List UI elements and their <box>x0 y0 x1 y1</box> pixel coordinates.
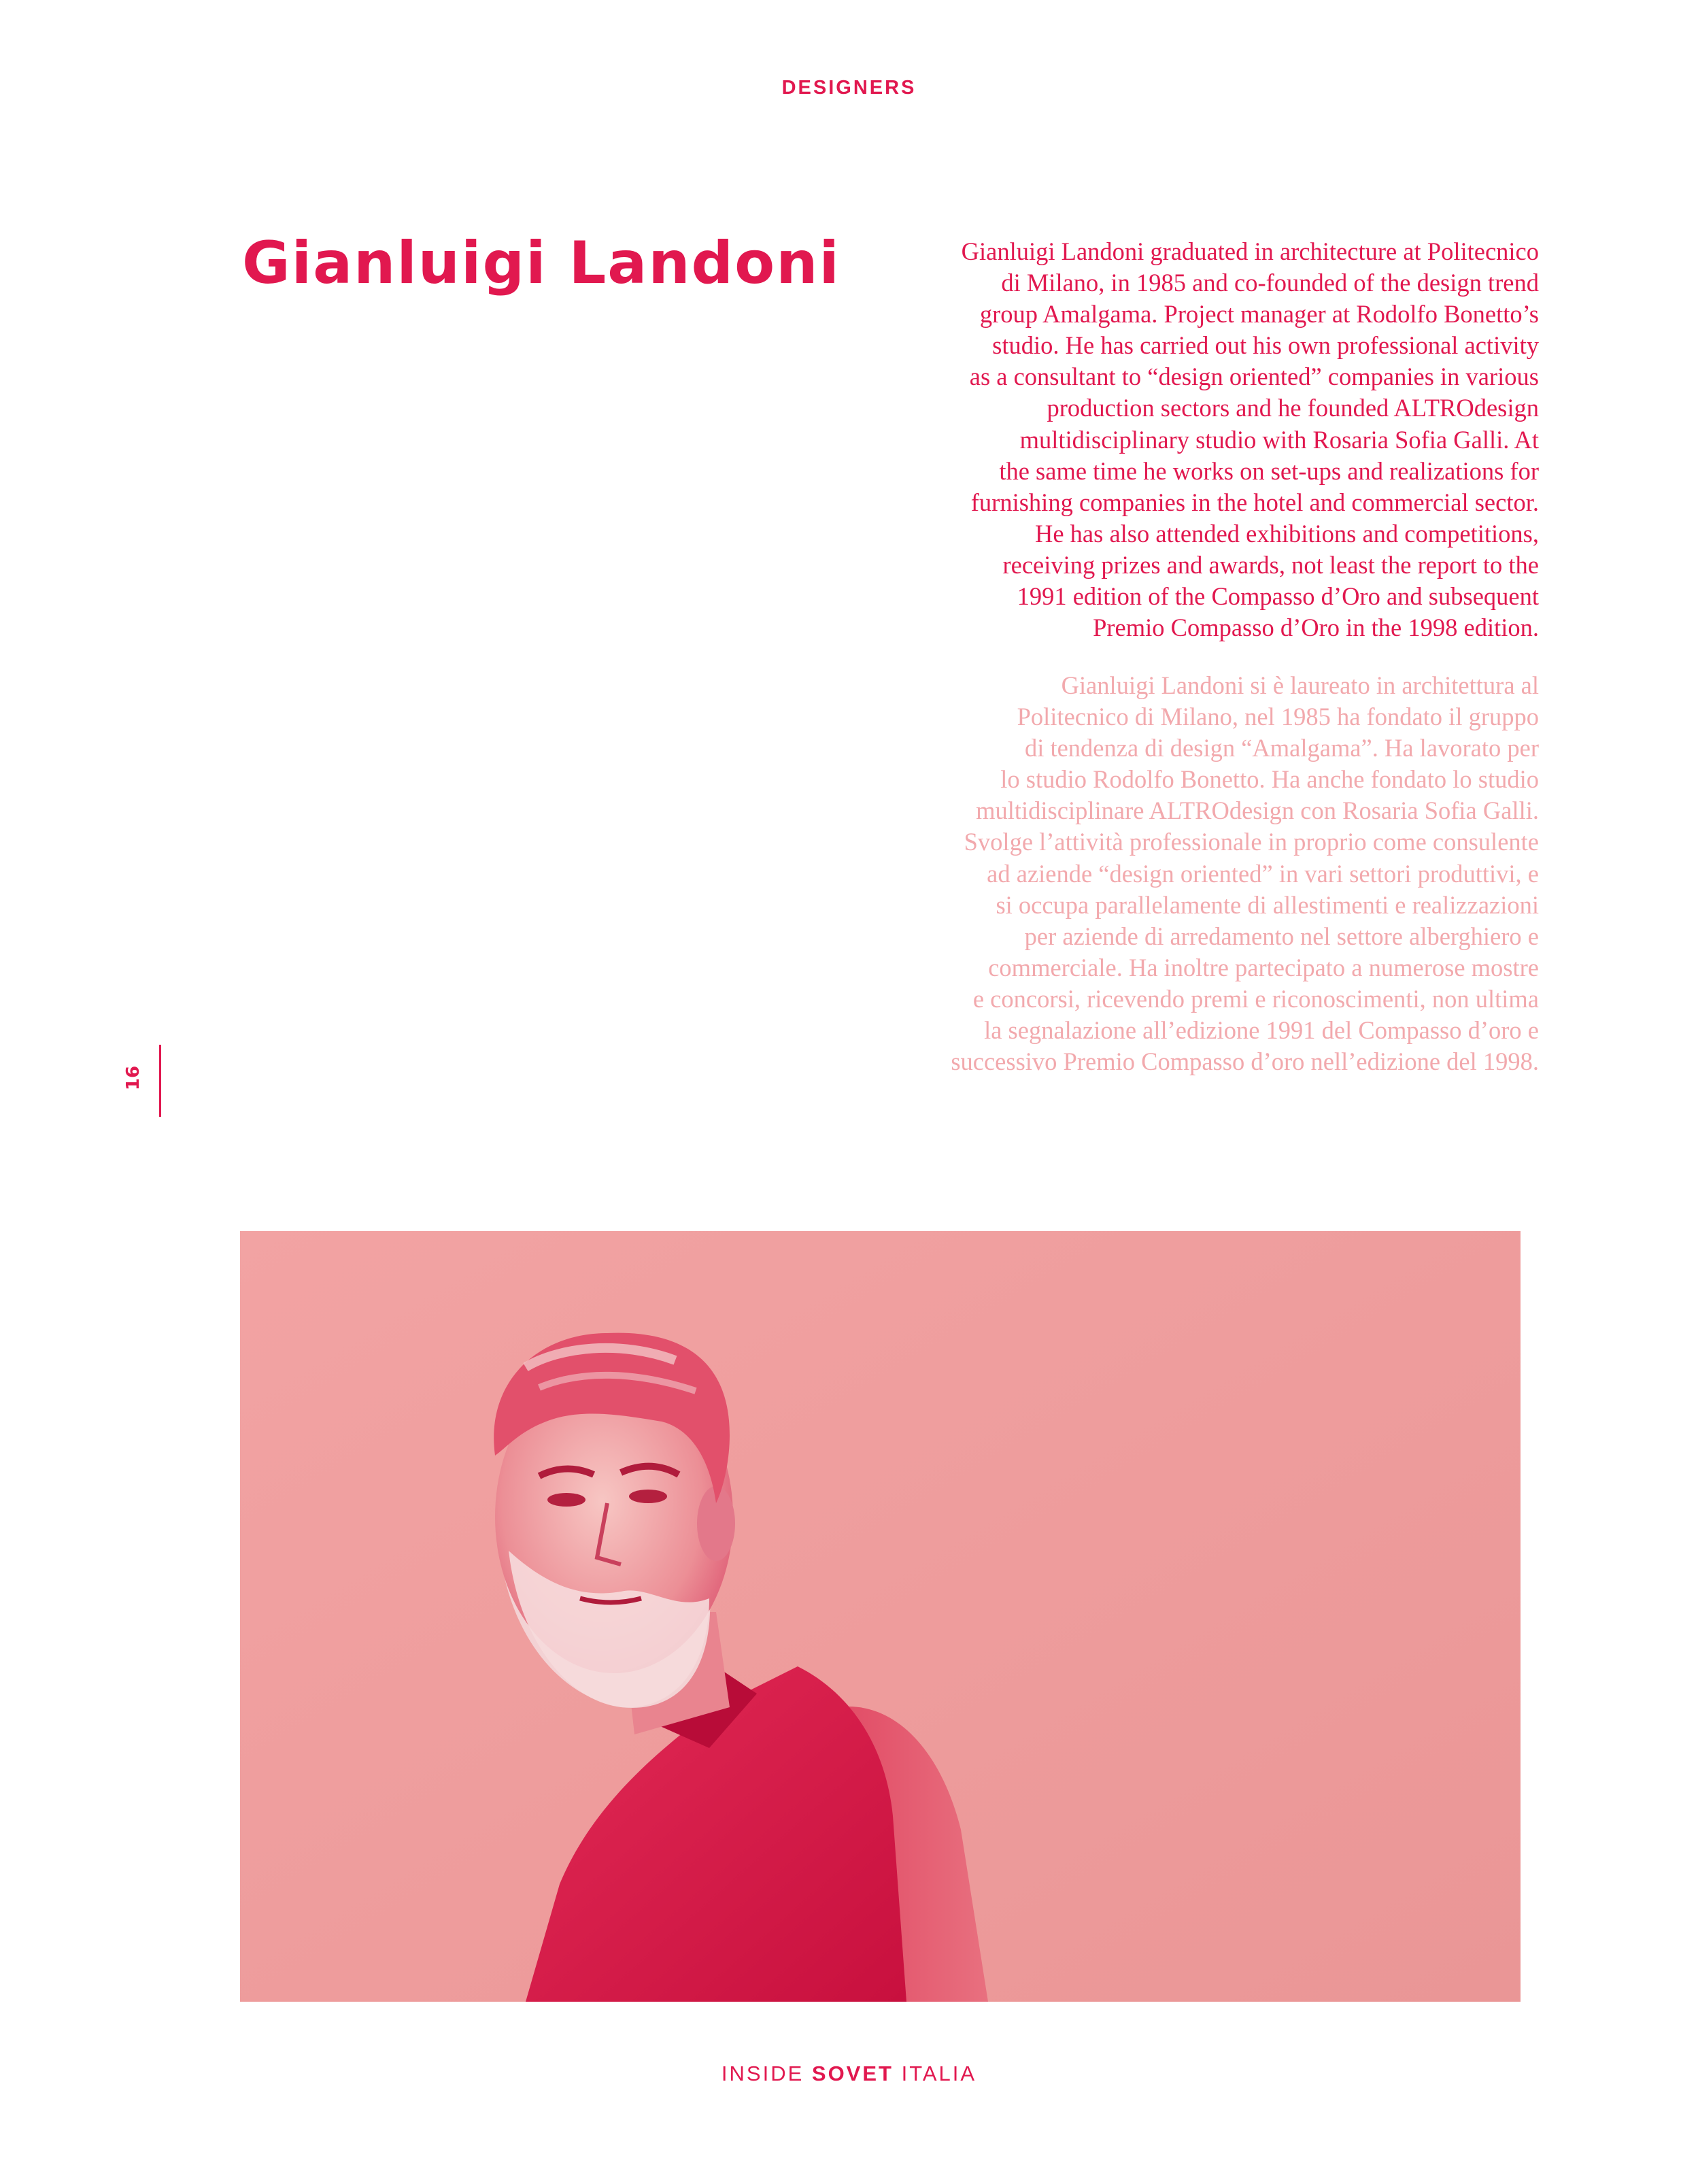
page-number-text: 16 <box>123 1065 143 1091</box>
footer <box>0 2062 1698 2086</box>
section-label: DESIGNERS <box>781 77 917 99</box>
portrait-photo <box>240 1231 1521 2002</box>
page-title: Gianluigi Landoni <box>242 229 840 297</box>
bio-english: Gianluigi Landoni graduated in architecture at Politecnico di Milano, in 1985 and co-founded of the design trend group Amalgama. Project manager at Rodolfo Bonetto’s studio. He has carried out his own professional activity as a consultant to “design oriented” companies in various production sectors and he founded ALTROdesign multidisciplinary studio with Rosaria Sofia Galli. At the same time he works on set-ups and realizations for furnishing companies in the hotel and commercial sector. He has also attended exhibitions and competitions, receiving prizes and awards, not least the report to the 1991 edition of the Compasso d’Oro and subsequent Premio Compasso d’Oro in the 1998 edition. <box>961 237 1539 642</box>
left-eye <box>547 1493 585 1507</box>
right-eye <box>629 1490 667 1503</box>
footer-brand: SOVET <box>811 2062 894 2085</box>
page-number-rule <box>159 1045 161 1117</box>
footer-prefix: INSIDE <box>721 2062 804 2085</box>
bio-italian: Gianluigi Landoni si è laureato in architettura al Politecnico di Milano, nel 1985 ha fondato il gruppo di tendenza di design “Amalgama”. Ha lavorato per lo studio Rodolfo Bonetto. Ha anche fondato lo studio multidisciplinare ALTROdesign con Rosaria Sofia Galli. Svolge l’attività professionale in proprio come consulente ad aziende “design oriented” in vari settori produttivi, e si occupa parallelamente di allestimenti e realizzazioni per aziende di arredamento nel settore alberghiero e commerciale. Ha inoltre partecipato a numerose mostre e concorsi, ricevendo premi e riconoscimenti, non ultima la segnalazione all’edizione 1991 del Compasso d’oro e successivo Premio Compasso d’oro nell’edizione del 1998. <box>951 671 1539 1076</box>
footer-suffix: ITALIA <box>901 2062 977 2085</box>
portrait-illustration <box>240 1231 1521 2002</box>
